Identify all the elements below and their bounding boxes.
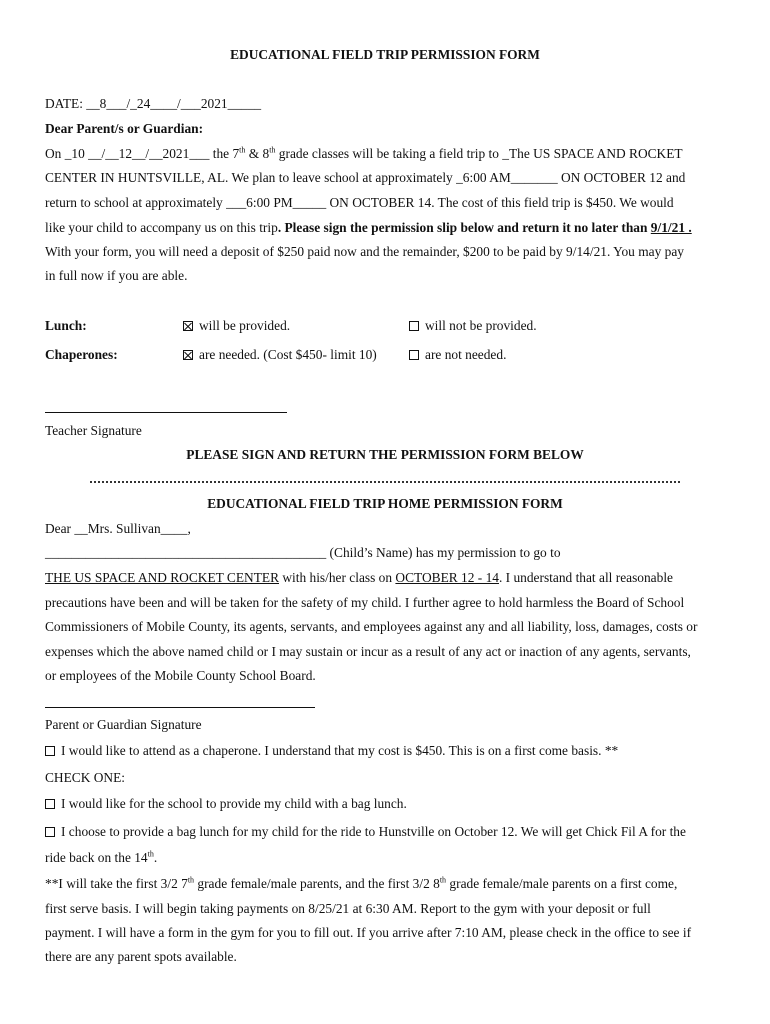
paragraph-line-4: like your child to accompany us on this trip. Please sign the permission slip below and return it no later than 9/1/21 .	[45, 220, 692, 235]
home-paragraph-line-4: expenses which the above named child or I may sustain or incur as a result of any act or inaction of any agents, servants,	[45, 644, 691, 659]
note-line-4: there are any parent spots available.	[45, 949, 237, 964]
check-one-label: CHECK ONE:	[45, 770, 125, 785]
parent-signature-label: Parent or Guardian Signature	[45, 717, 202, 732]
lunch-label: Lunch:	[45, 318, 87, 333]
return-heading: PLEASE SIGN AND RETURN THE PERMISSION FORM BELOW	[186, 447, 584, 462]
paragraph-line-5: With your form, you will need a deposit of $250 paid now and the remainder, $200 to be paid by 9/14/21. You may pay	[45, 244, 684, 259]
chaperone-option[interactable]: I would like to attend as a chaperone. I understand that my cost is $450. This is on a first come basis. **	[45, 743, 618, 759]
date-line: DATE: __8___/_24____/___2021_____	[45, 96, 262, 111]
home-paragraph-line-5: or employees of the Mobile County School Board.	[45, 668, 316, 683]
checkbox-icon[interactable]	[45, 799, 55, 809]
own-lunch-option-cont: ride back on the 14th.	[45, 849, 158, 865]
lunch-not-provided-option[interactable]: will not be provided.	[409, 318, 537, 334]
school-lunch-option[interactable]: I would like for the school to provide my child with a bag lunch.	[45, 796, 407, 812]
own-lunch-option[interactable]: I choose to provide a bag lunch for my child for the ride to Hunstville on October 12. We will get Chick Fil A for the	[45, 824, 686, 840]
home-paragraph-line-1: THE US SPACE AND ROCKET CENTER with his/her class on OCTOBER 12 - 14. I understand that all reasonable	[45, 570, 673, 585]
checkbox-icon[interactable]	[409, 350, 419, 360]
note-line-1: **I will take the first 3/2 7th grade female/male parents, and the first 3/2 8th grade female/male parents on a first come,	[45, 875, 678, 891]
teacher-signature-label: Teacher Signature	[45, 423, 142, 438]
checked-checkbox-icon[interactable]	[183, 350, 193, 360]
home-paragraph-line-2: precautions have been and will be taken for the safety of my child. I further agree to hold harmless the Board of School	[45, 595, 685, 610]
salutation: Dear Parent/s or Guardian:	[45, 121, 204, 136]
checked-checkbox-icon[interactable]	[183, 321, 193, 331]
form-title: EDUCATIONAL FIELD TRIP PERMISSION FORM	[230, 47, 540, 62]
note-line-3: payment. I will have a form in the gym for you to fill out. If you arrive after 7:10 AM, please check in the office to see if	[45, 925, 692, 940]
child-name-line: __________________________________________ (Child’s Name) has my permission to go to	[45, 545, 561, 560]
paragraph-line-1: On _10 __/__12__/__2021___ the 7th & 8th grade classes will be taking a field trip to _The US SPACE AND ROCKET	[45, 145, 683, 161]
checkbox-icon[interactable]	[45, 827, 55, 837]
paragraph-line-6: in full now if you are able.	[45, 268, 188, 283]
home-paragraph-line-3: Commissioners of Mobile County, its agents, servants, and employees against any and all liability, loss, damages, costs or	[45, 619, 698, 634]
note-line-2: first serve basis. I will begin taking payments on 8/25/21 at 6:30 AM. Report to the gym with your deposit or full	[45, 901, 651, 916]
checkbox-icon[interactable]	[45, 746, 55, 756]
lunch-provided-option[interactable]: will be provided.	[183, 318, 290, 334]
teacher-signature-line[interactable]	[45, 412, 287, 413]
chaperones-not-needed-option[interactable]: are not needed.	[409, 347, 506, 363]
dear-line: Dear __Mrs. Sullivan____,	[45, 521, 191, 536]
chaperones-needed-option[interactable]: are needed. (Cost $450- limit 10)	[183, 347, 377, 363]
chaperones-label: Chaperones:	[45, 347, 118, 362]
parent-signature-line[interactable]	[45, 707, 315, 708]
paragraph-line-3: return to school at approximately ___6:00 PM_____ ON OCTOBER 14. The cost of this field trip is $450. We would	[45, 195, 674, 210]
home-form-title: EDUCATIONAL FIELD TRIP HOME PERMISSION FORM	[207, 496, 563, 511]
paragraph-line-2: CENTER IN HUNTSVILLE, AL. We plan to leave school at approximately _6:00 AM_______ ON OCTOBER 12 and	[45, 170, 686, 185]
checkbox-icon[interactable]	[409, 321, 419, 331]
cut-line	[90, 481, 680, 483]
return-deadline: 9/1/21 .	[650, 220, 692, 235]
